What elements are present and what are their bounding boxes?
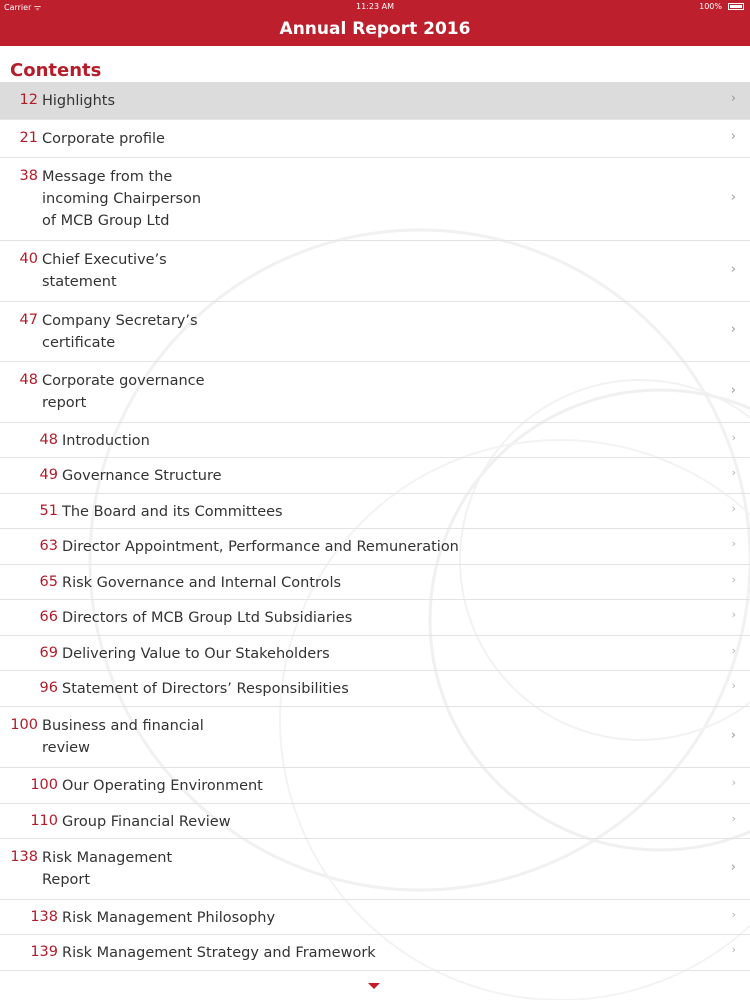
toc-label: Risk Governance and Internal Controls: [62, 575, 342, 591]
toc-page-number: 48: [19, 372, 38, 388]
toc-label: Group Financial Review: [62, 814, 231, 830]
toc-page-number: 21: [19, 130, 38, 146]
toc-label: Chief Executive’s statement: [42, 252, 167, 290]
status-bar: [0, 0, 750, 14]
toc-item[interactable]: [0, 82, 750, 120]
toc-label: Introduction: [62, 433, 150, 449]
toc-label: Risk Management Strategy and Framework: [62, 945, 376, 961]
toc-label: Directors of MCB Group Ltd Subsidiaries: [62, 610, 353, 626]
toc-item[interactable]: [0, 600, 750, 636]
toc-page-number: 47: [19, 312, 38, 328]
toc-page-number: 49: [39, 467, 58, 483]
chevron-right-icon: ›: [730, 322, 736, 337]
toc-page-number: 69: [39, 645, 58, 661]
toc-page-number: 100: [30, 777, 58, 793]
toc-label: Highlights: [42, 93, 116, 109]
toc-page-number: 138: [10, 849, 38, 865]
nav-bar: [0, 14, 750, 46]
toc-item[interactable]: [0, 494, 750, 529]
chevron-right-icon: ›: [730, 129, 736, 144]
toc-item[interactable]: [0, 529, 750, 565]
toc-page-number: 139: [30, 944, 58, 960]
toc-page-number: 100: [10, 717, 38, 733]
toc-page-number: 38: [19, 168, 38, 184]
toc-item[interactable]: [0, 120, 750, 158]
toc-page-number: 96: [39, 680, 58, 696]
chevron-right-icon: ›: [730, 728, 736, 743]
toc-page-number: 40: [19, 251, 38, 267]
toc-page-number: 65: [39, 574, 58, 590]
chevron-right-icon: ›: [731, 943, 736, 956]
chevron-right-icon: ›: [731, 679, 736, 692]
toc-item[interactable]: [0, 707, 750, 768]
chevron-right-icon: ›: [730, 190, 736, 205]
chevron-right-icon: ›: [731, 573, 736, 586]
chevron-right-icon: ›: [731, 644, 736, 657]
toc-item[interactable]: [0, 423, 750, 458]
toc-item[interactable]: [0, 768, 750, 804]
chevron-right-icon: ›: [731, 812, 736, 825]
toc-label: Risk Management Philosophy: [62, 910, 276, 926]
toc-page-number: 51: [39, 503, 58, 519]
toc-item[interactable]: [0, 362, 750, 423]
chevron-right-icon: ›: [731, 466, 736, 479]
toc-label: Business and financial review: [42, 718, 204, 756]
chevron-right-icon: ›: [731, 776, 736, 789]
chevron-right-icon: ›: [731, 908, 736, 921]
toc-label: Corporate governance report: [42, 373, 205, 411]
chevron-right-icon: ›: [731, 537, 736, 550]
chevron-right-icon: ›: [731, 431, 736, 444]
battery-percent: 100%: [699, 2, 722, 11]
toc-label: Director Appointment, Performance and Remuneration: [62, 539, 459, 555]
toc-label: The Board and its Committees: [62, 504, 283, 520]
chevron-right-icon: ›: [730, 91, 736, 106]
toc-label: Corporate profile: [42, 131, 165, 147]
toc-list: [0, 82, 750, 971]
toc-item[interactable]: [0, 636, 750, 671]
toc-item[interactable]: [0, 671, 750, 707]
toc-item[interactable]: [0, 935, 750, 971]
toc-item[interactable]: [0, 241, 750, 302]
toc-item[interactable]: [0, 458, 750, 494]
chevron-right-icon: ›: [730, 860, 736, 875]
toc-label: Company Secretary’s certificate: [42, 313, 198, 351]
toc-label: Message from the incoming Chairperson of MCB Group Ltd: [42, 169, 202, 229]
toc-item[interactable]: [0, 839, 750, 900]
chevron-right-icon: ›: [730, 262, 736, 277]
toc-label: Governance Structure: [62, 468, 222, 484]
chevron-right-icon: ›: [731, 502, 736, 515]
chevron-right-icon: ›: [731, 608, 736, 621]
caret-down-icon[interactable]: [368, 983, 380, 989]
toc-label: Risk Management Report: [42, 850, 173, 888]
contents-heading: Contents: [10, 60, 102, 81]
toc-page-number: 138: [30, 909, 58, 925]
toc-page-number: 12: [19, 92, 38, 108]
page-title: Annual Report 2016: [279, 19, 471, 39]
toc-item[interactable]: [0, 565, 750, 600]
toc-label: Delivering Value to Our Stakeholders: [62, 646, 330, 662]
toc-page-number: 66: [39, 609, 58, 625]
toc-page-number: 110: [30, 813, 58, 829]
toc-label: Our Operating Environment: [62, 778, 263, 794]
toc-item[interactable]: [0, 900, 750, 935]
chevron-right-icon: ›: [730, 383, 736, 398]
toc-item[interactable]: [0, 158, 750, 241]
toc-label: Statement of Directors’ Responsibilities: [62, 681, 349, 697]
toc-page-number: 63: [39, 538, 58, 554]
battery-icon: [728, 3, 744, 10]
toc-item[interactable]: [0, 804, 750, 839]
toc-item[interactable]: [0, 302, 750, 362]
toc-page-number: 48: [39, 432, 58, 448]
carrier-label: Carrier ᯤ: [4, 3, 42, 12]
clock: 11:23 AM: [356, 2, 394, 11]
